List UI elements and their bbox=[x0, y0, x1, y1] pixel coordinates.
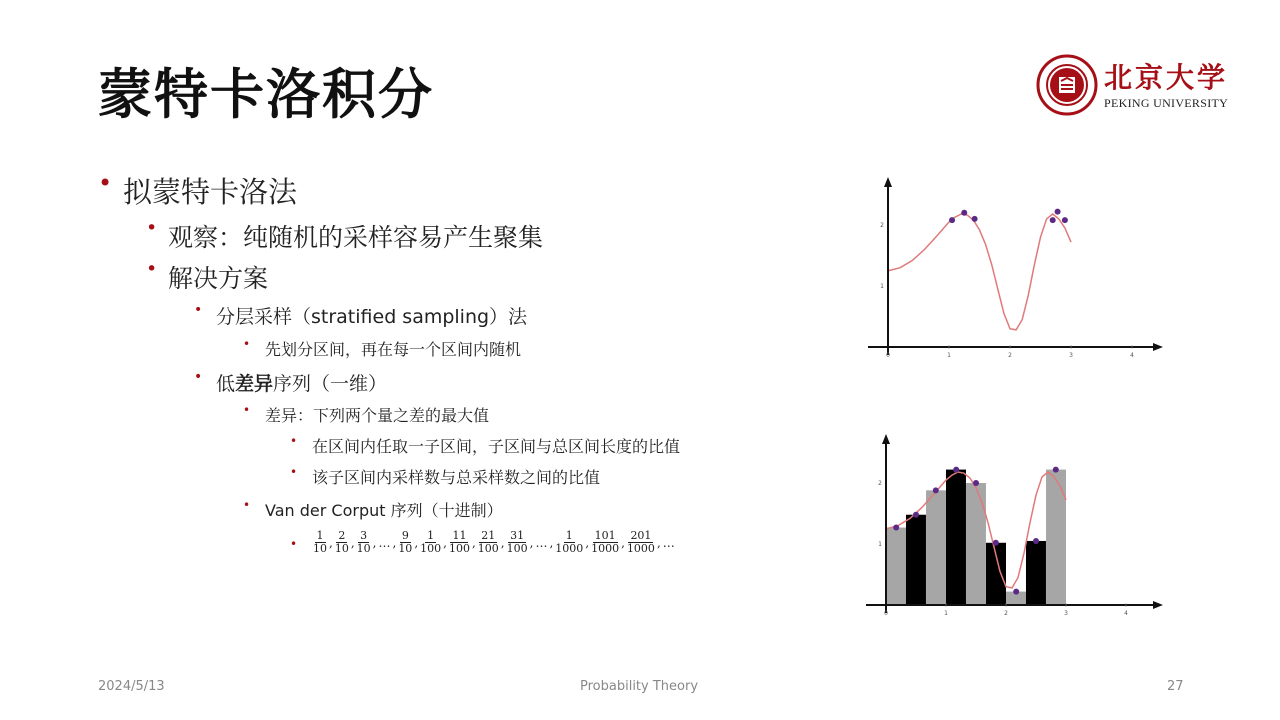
sequence-comma: , bbox=[392, 535, 397, 550]
bullet-text: 低差异序列（一维） bbox=[216, 373, 388, 395]
sample-point bbox=[961, 210, 967, 216]
x-tick-label: 2 bbox=[1008, 352, 1012, 359]
sequence-comma: , bbox=[414, 535, 419, 550]
sequence-fraction: $\frac{21}{100}$ bbox=[477, 529, 499, 555]
y-tick-label: 2 bbox=[878, 480, 882, 487]
sequence-fraction: $\frac{1}{100}$ bbox=[420, 529, 442, 555]
y-axis-arrow-icon bbox=[882, 434, 890, 444]
sequence-comma: , bbox=[621, 535, 625, 550]
sequence-comma: , bbox=[350, 535, 355, 550]
histogram-bar bbox=[926, 490, 946, 605]
y-tick-label: 1 bbox=[880, 283, 884, 290]
sequence-ellipsis: … bbox=[535, 535, 548, 550]
sequence-fraction: $\frac{2}{10}$ bbox=[334, 529, 349, 555]
sequence-comma: , bbox=[529, 535, 534, 550]
bullet-text: 该子区间内采样数与总采样数之间的比值 bbox=[312, 468, 601, 487]
chart-random-sampling bbox=[860, 175, 1170, 370]
sample-point bbox=[1013, 589, 1019, 595]
histogram-bar bbox=[946, 470, 966, 605]
x-tick-label: 4 bbox=[1130, 352, 1134, 359]
sample-point bbox=[1055, 209, 1061, 215]
x-tick-label: 1 bbox=[944, 610, 948, 617]
bullet-dot-icon: • bbox=[290, 537, 298, 551]
histogram-bar bbox=[886, 528, 906, 605]
histogram-bar bbox=[1046, 470, 1066, 605]
university-seal-icon bbox=[1036, 54, 1098, 116]
bullet-dot-icon: • bbox=[243, 403, 251, 417]
sample-point bbox=[1033, 538, 1039, 544]
sequence-fraction: $\frac{101}{1000}$ bbox=[591, 529, 620, 555]
histogram-bar bbox=[966, 483, 986, 605]
histogram-bar bbox=[906, 515, 926, 605]
sample-point bbox=[1053, 467, 1059, 473]
bullet-text: 观察：纯随机的采样容易产生聚集 bbox=[168, 223, 544, 252]
bullet-dot-icon: • bbox=[194, 369, 203, 385]
histogram-bar bbox=[1026, 541, 1046, 605]
x-tick-label: 3 bbox=[1069, 352, 1073, 359]
logo-chinese-name: 北京大学 bbox=[1104, 61, 1229, 94]
sample-point bbox=[993, 540, 999, 546]
slide-title: 蒙特卡洛积分 bbox=[98, 62, 434, 126]
sample-point bbox=[973, 480, 979, 486]
sequence-fraction: $\frac{201}{1000}$ bbox=[626, 529, 655, 555]
bullet-dot-icon: • bbox=[290, 465, 298, 479]
sequence-comma: , bbox=[443, 535, 447, 550]
bullet-text: 解决方案 bbox=[168, 264, 269, 293]
sequence-ellipsis: … bbox=[378, 535, 391, 550]
y-tick-label: 2 bbox=[880, 222, 884, 229]
sample-point bbox=[933, 487, 939, 493]
sequence-comma: , bbox=[329, 535, 333, 550]
van-der-corput-sequence bbox=[312, 530, 676, 555]
sample-point bbox=[953, 467, 959, 473]
bullet-text: 差异：下列两个量之差的最大值 bbox=[265, 406, 490, 425]
bullet-text: Van der Corput 序列（十进制） bbox=[265, 501, 503, 520]
bullet-dot-icon: • bbox=[194, 302, 203, 318]
chart-stratified-sampling bbox=[850, 430, 1170, 630]
x-axis-arrow-icon bbox=[1153, 343, 1163, 351]
y-axis-arrow-icon bbox=[884, 177, 892, 187]
bullet-dot-icon: • bbox=[290, 434, 298, 448]
x-tick-label: 0 bbox=[884, 610, 888, 617]
footer-date: 2024/5/13 bbox=[98, 679, 165, 694]
sequence-ellipsis: … bbox=[662, 535, 675, 550]
function-curve bbox=[888, 214, 1071, 330]
bullet-dot-icon: • bbox=[146, 217, 158, 239]
sequence-comma: , bbox=[549, 535, 554, 550]
x-tick-label: 0 bbox=[886, 352, 890, 359]
sample-point bbox=[1062, 217, 1068, 223]
sequence-fraction: $\frac{9}{10}$ bbox=[398, 529, 413, 555]
x-tick-label: 4 bbox=[1124, 610, 1128, 617]
sample-point bbox=[893, 525, 899, 531]
sequence-comma: , bbox=[471, 535, 476, 550]
sample-point bbox=[949, 217, 955, 223]
sequence-fraction: $\frac{3}{10}$ bbox=[356, 529, 371, 555]
sequence-comma: , bbox=[585, 535, 590, 550]
sequence-comma: , bbox=[656, 535, 661, 550]
sequence-comma: , bbox=[372, 535, 377, 550]
university-logo bbox=[1036, 54, 1241, 114]
bullet-text: 分层采样（stratified sampling）法 bbox=[216, 306, 528, 328]
footer-title: Probability Theory bbox=[580, 679, 699, 694]
y-tick-label: 1 bbox=[878, 541, 882, 548]
bullet-text: 拟蒙特卡洛法 bbox=[123, 175, 298, 209]
x-axis-arrow-icon bbox=[1153, 601, 1163, 609]
sample-point bbox=[913, 512, 919, 518]
footer-page-number: 27 bbox=[1167, 679, 1184, 694]
bullet-dot-icon: • bbox=[146, 258, 158, 280]
sequence-fraction: $\frac{1}{10}$ bbox=[313, 529, 327, 555]
sequence-fraction: $\frac{11}{100}$ bbox=[448, 529, 470, 555]
logo-english-name: PEKING UNIVERSITY bbox=[1104, 96, 1229, 110]
x-tick-label: 2 bbox=[1004, 610, 1008, 617]
bullet-dot-icon: • bbox=[243, 498, 251, 512]
x-tick-label: 3 bbox=[1064, 610, 1068, 617]
x-tick-label: 1 bbox=[947, 352, 951, 359]
bullet-dot-icon: • bbox=[243, 337, 251, 351]
sample-point bbox=[1050, 217, 1056, 223]
bullet-dot-icon: • bbox=[98, 169, 113, 197]
bullet-text: 在区间内任取一子区间，子区间与总区间长度的比值 bbox=[312, 437, 681, 456]
sample-point bbox=[972, 216, 978, 222]
sequence-fraction: $\frac{31}{100}$ bbox=[506, 529, 528, 555]
sequence-comma: , bbox=[500, 535, 505, 550]
sequence-fraction: $\frac{1}{1000}$ bbox=[555, 529, 584, 555]
bullet-text: 先划分区间，再在每一个区间内随机 bbox=[265, 340, 522, 359]
